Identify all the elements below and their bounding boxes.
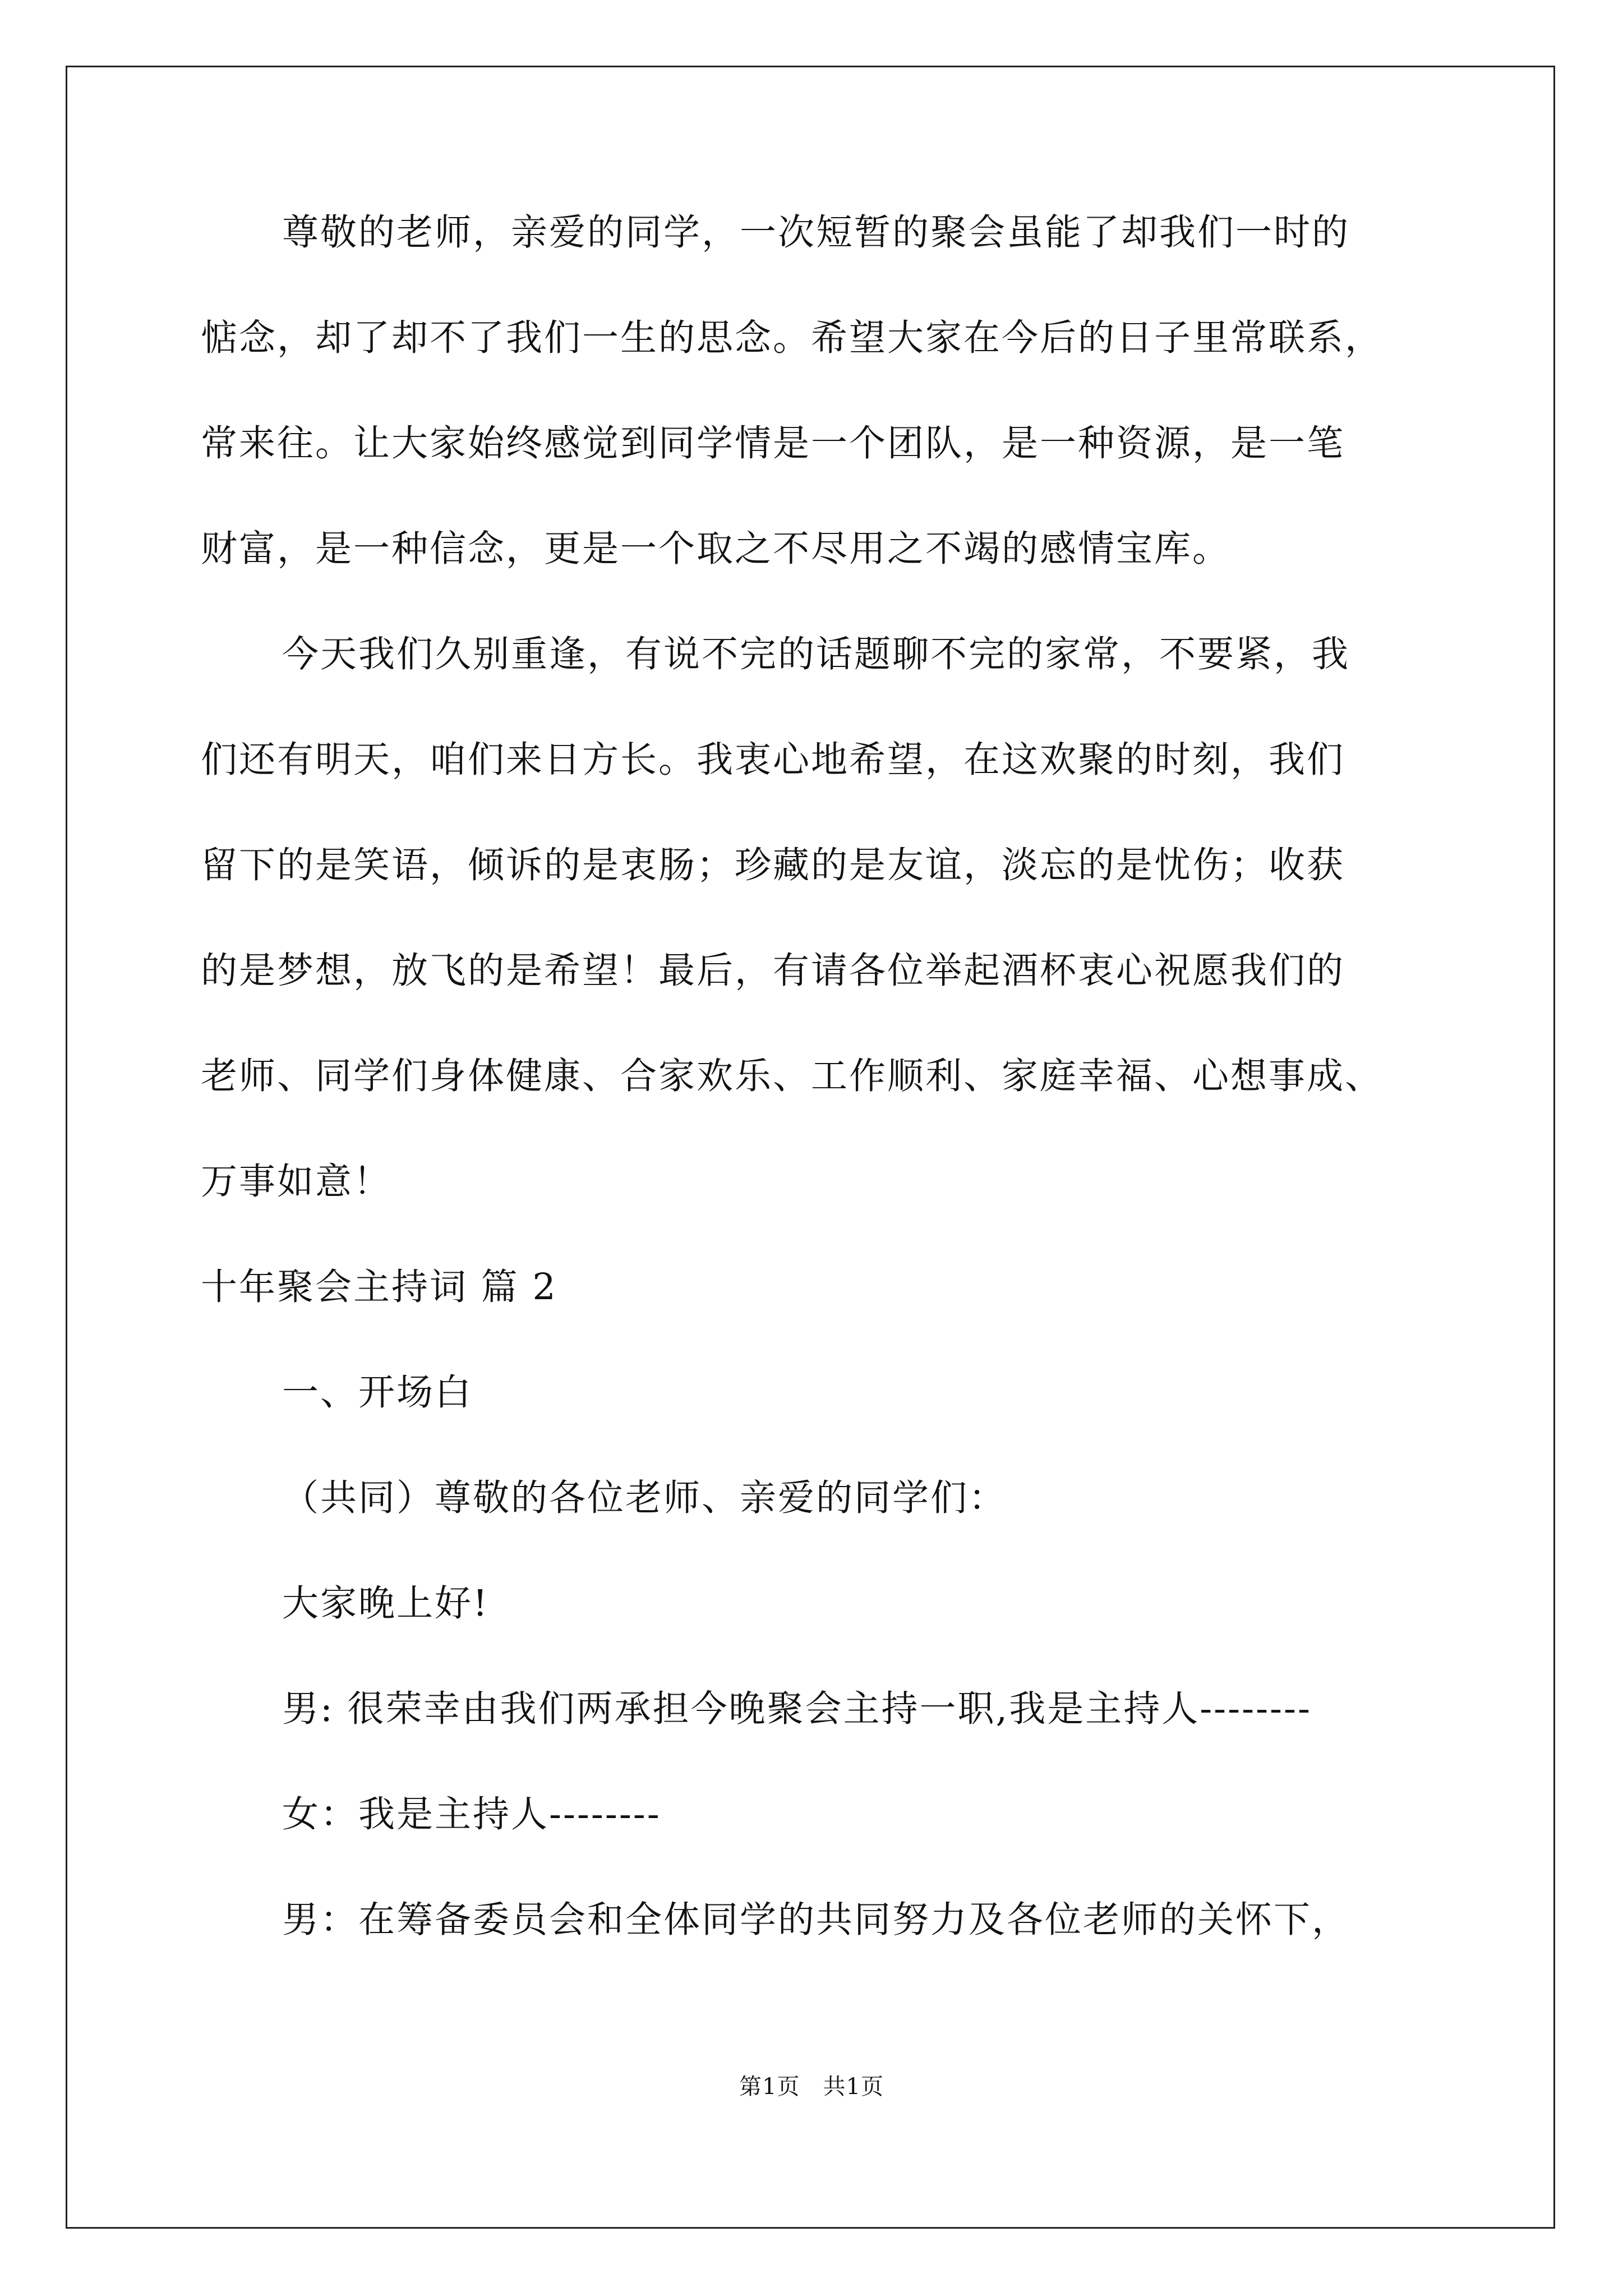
paragraph-2-line-4: 的是梦想，放飞的是希望！最后，有请各位举起酒杯衷心祝愿我们的	[201, 950, 1345, 992]
male-host-line-2: 男：在筹备委员会和全体同学的共同努力及各位老师的关怀下，	[282, 1899, 1350, 1941]
paragraph-2-line-5: 老师、同学们身体健康、合家欢乐、工作顺利、家庭幸福、心想事成、	[201, 1055, 1384, 1097]
paragraph-1-line-2: 惦念，却了却不了我们一生的思念。希望大家在今后的日子里常联系，	[201, 317, 1384, 359]
section-title: 十年聚会主持词 篇 2	[201, 1266, 557, 1308]
paragraph-2-line-6: 万事如意！	[201, 1161, 392, 1203]
paragraph-2-line-2: 们还有明天，咱们来日方长。我衷心地希望，在这欢聚的时刻，我们	[201, 739, 1345, 781]
female-host-line-1: 女：我是主持人--------	[282, 1793, 661, 1835]
good-evening-line: 大家晚上好!	[282, 1582, 490, 1625]
male-host-line-1: 男: 很荣幸由我们两承担今晚聚会主持一职,我是主持人--------	[282, 1688, 1312, 1730]
opening-heading: 一、开场白	[282, 1372, 473, 1414]
greeting-line: （共同）尊敬的各位老师、亲爱的同学们：	[282, 1477, 1007, 1519]
paragraph-1-line-1: 尊敬的老师，亲爱的同学，一次短暂的聚会虽能了却我们一时的	[282, 211, 1350, 254]
paragraph-1-line-3: 常来往。让大家始终感觉到同学情是一个团队，是一种资源，是一笔	[201, 422, 1345, 464]
paragraph-2-line-1: 今天我们久别重逢，有说不完的话题聊不完的家常，不要紧，我	[282, 633, 1350, 675]
page-footer: 第1页 共1页	[739, 2074, 884, 2100]
paragraph-2-line-3: 留下的是笑语，倾诉的是衷肠；珍藏的是友谊，淡忘的是忧伤；收获	[201, 844, 1345, 886]
paragraph-1-line-4: 财富，是一种信念，更是一个取之不尽用之不竭的感情宝库。	[201, 528, 1231, 570]
